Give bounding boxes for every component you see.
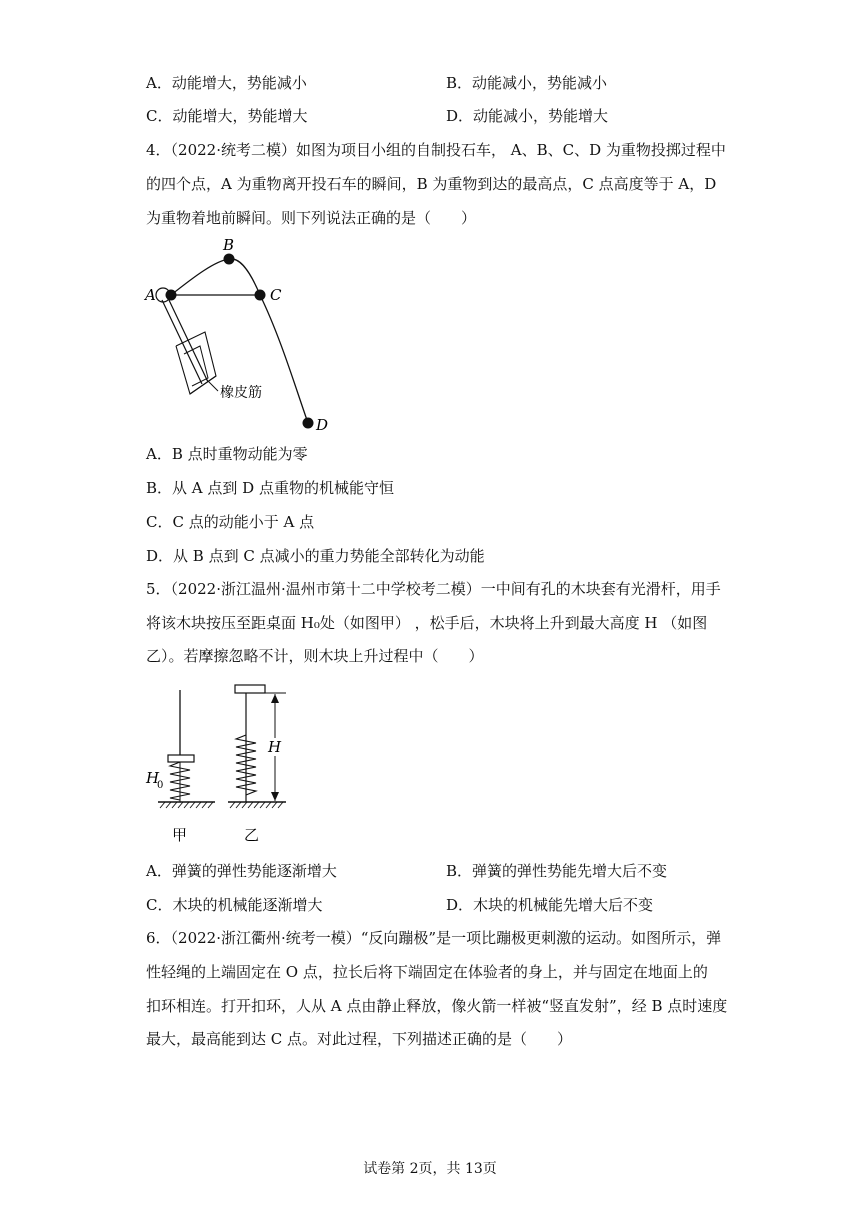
- point-b: [224, 254, 235, 265]
- point-d: [303, 418, 314, 429]
- q4-option-a: A．B 点时重物动能为零: [146, 445, 308, 463]
- q6-stem-line4: 最大，最高能到达 C 点。对此过程，下列描述正确的是（ ）: [146, 1030, 573, 1048]
- q6-stem-line3: 扣环相连。打开扣环，人从 A 点由静止释放，像火箭一样被“竖直发射”，经 B 点时速度: [146, 997, 728, 1015]
- label-h0: H: [146, 769, 160, 787]
- label-c: C: [270, 286, 282, 304]
- q5-option-d: D．木块的机械能先增大后不变: [446, 896, 654, 914]
- q5-stem-line2: 将该木块按压至距桌面 H₀处（如图甲） ，松手后，木块将上升到最大高度 H （如图: [146, 614, 708, 632]
- q6-stem-line1: 6．（2022·浙江衢州·统考一模）“反向蹦极”是一项比蹦极更刺激的运动。如图所示，弹: [146, 929, 722, 947]
- q4-stem-line3: 为重物着地前瞬间。则下列说法正确的是（ ）: [146, 209, 477, 227]
- q4-catapult-figure: [140, 236, 340, 436]
- q4-stem-line1: 4．（2022·统考二模）如图为项目小组的自制投石车， A、B、C、D 为重物投掷过程中: [146, 141, 726, 159]
- q4-option-c: C．C 点的动能小于 A 点: [146, 513, 315, 531]
- label-h: H: [268, 738, 282, 756]
- q5-stem-line3: 乙）。若摩擦忽略不计，则木块上升过程中（ ）: [146, 647, 484, 665]
- q5-stem-line1: 5．（2022·浙江温州·温州市第十二中学校考二模）一中间有孔的木块套有光滑杆，用手: [146, 580, 721, 598]
- label-b: B: [223, 236, 235, 254]
- label-jia: 甲: [172, 826, 188, 844]
- page-footer: 试卷第 2页，共 13页: [363, 1161, 497, 1177]
- label-h0-sub: 0: [157, 780, 164, 791]
- label-yi: 乙: [244, 826, 260, 844]
- q3-option-a: A．动能增大，势能减小: [146, 74, 307, 92]
- point-c: [255, 290, 266, 301]
- q3-option-d: D．动能减小，势能增大: [446, 107, 609, 125]
- label-d: D: [316, 416, 329, 434]
- label-a: A: [145, 286, 156, 304]
- q5-spring-figure: [140, 680, 300, 850]
- q3-option-c: C．动能增大，势能增大: [146, 107, 308, 125]
- q3-option-b: B．动能减小，势能减小: [446, 74, 608, 92]
- q4-option-d: D．从 B 点到 C 点减小的重力势能全部转化为动能: [146, 547, 485, 565]
- q5-option-b: B．弹簧的弹性势能先增大后不变: [446, 862, 668, 880]
- point-a: [166, 290, 177, 301]
- q6-stem-line2: 性轻绳的上端固定在 O 点，拉长后将下端固定在体验者的身上，并与固定在地面上的: [146, 963, 708, 981]
- q5-option-a: A．弹簧的弹性势能逐渐增大: [146, 862, 337, 880]
- label-rubber-band: 橡皮筋: [220, 385, 262, 401]
- q4-option-b: B．从 A 点到 D 点重物的机械能守恒: [146, 479, 394, 497]
- q4-stem-line2: 的四个点，A 为重物离开投石车的瞬间，B 为重物到达的最高点，C 点高度等于 A，D: [146, 175, 717, 193]
- q5-option-c: C．木块的机械能逐渐增大: [146, 896, 323, 914]
